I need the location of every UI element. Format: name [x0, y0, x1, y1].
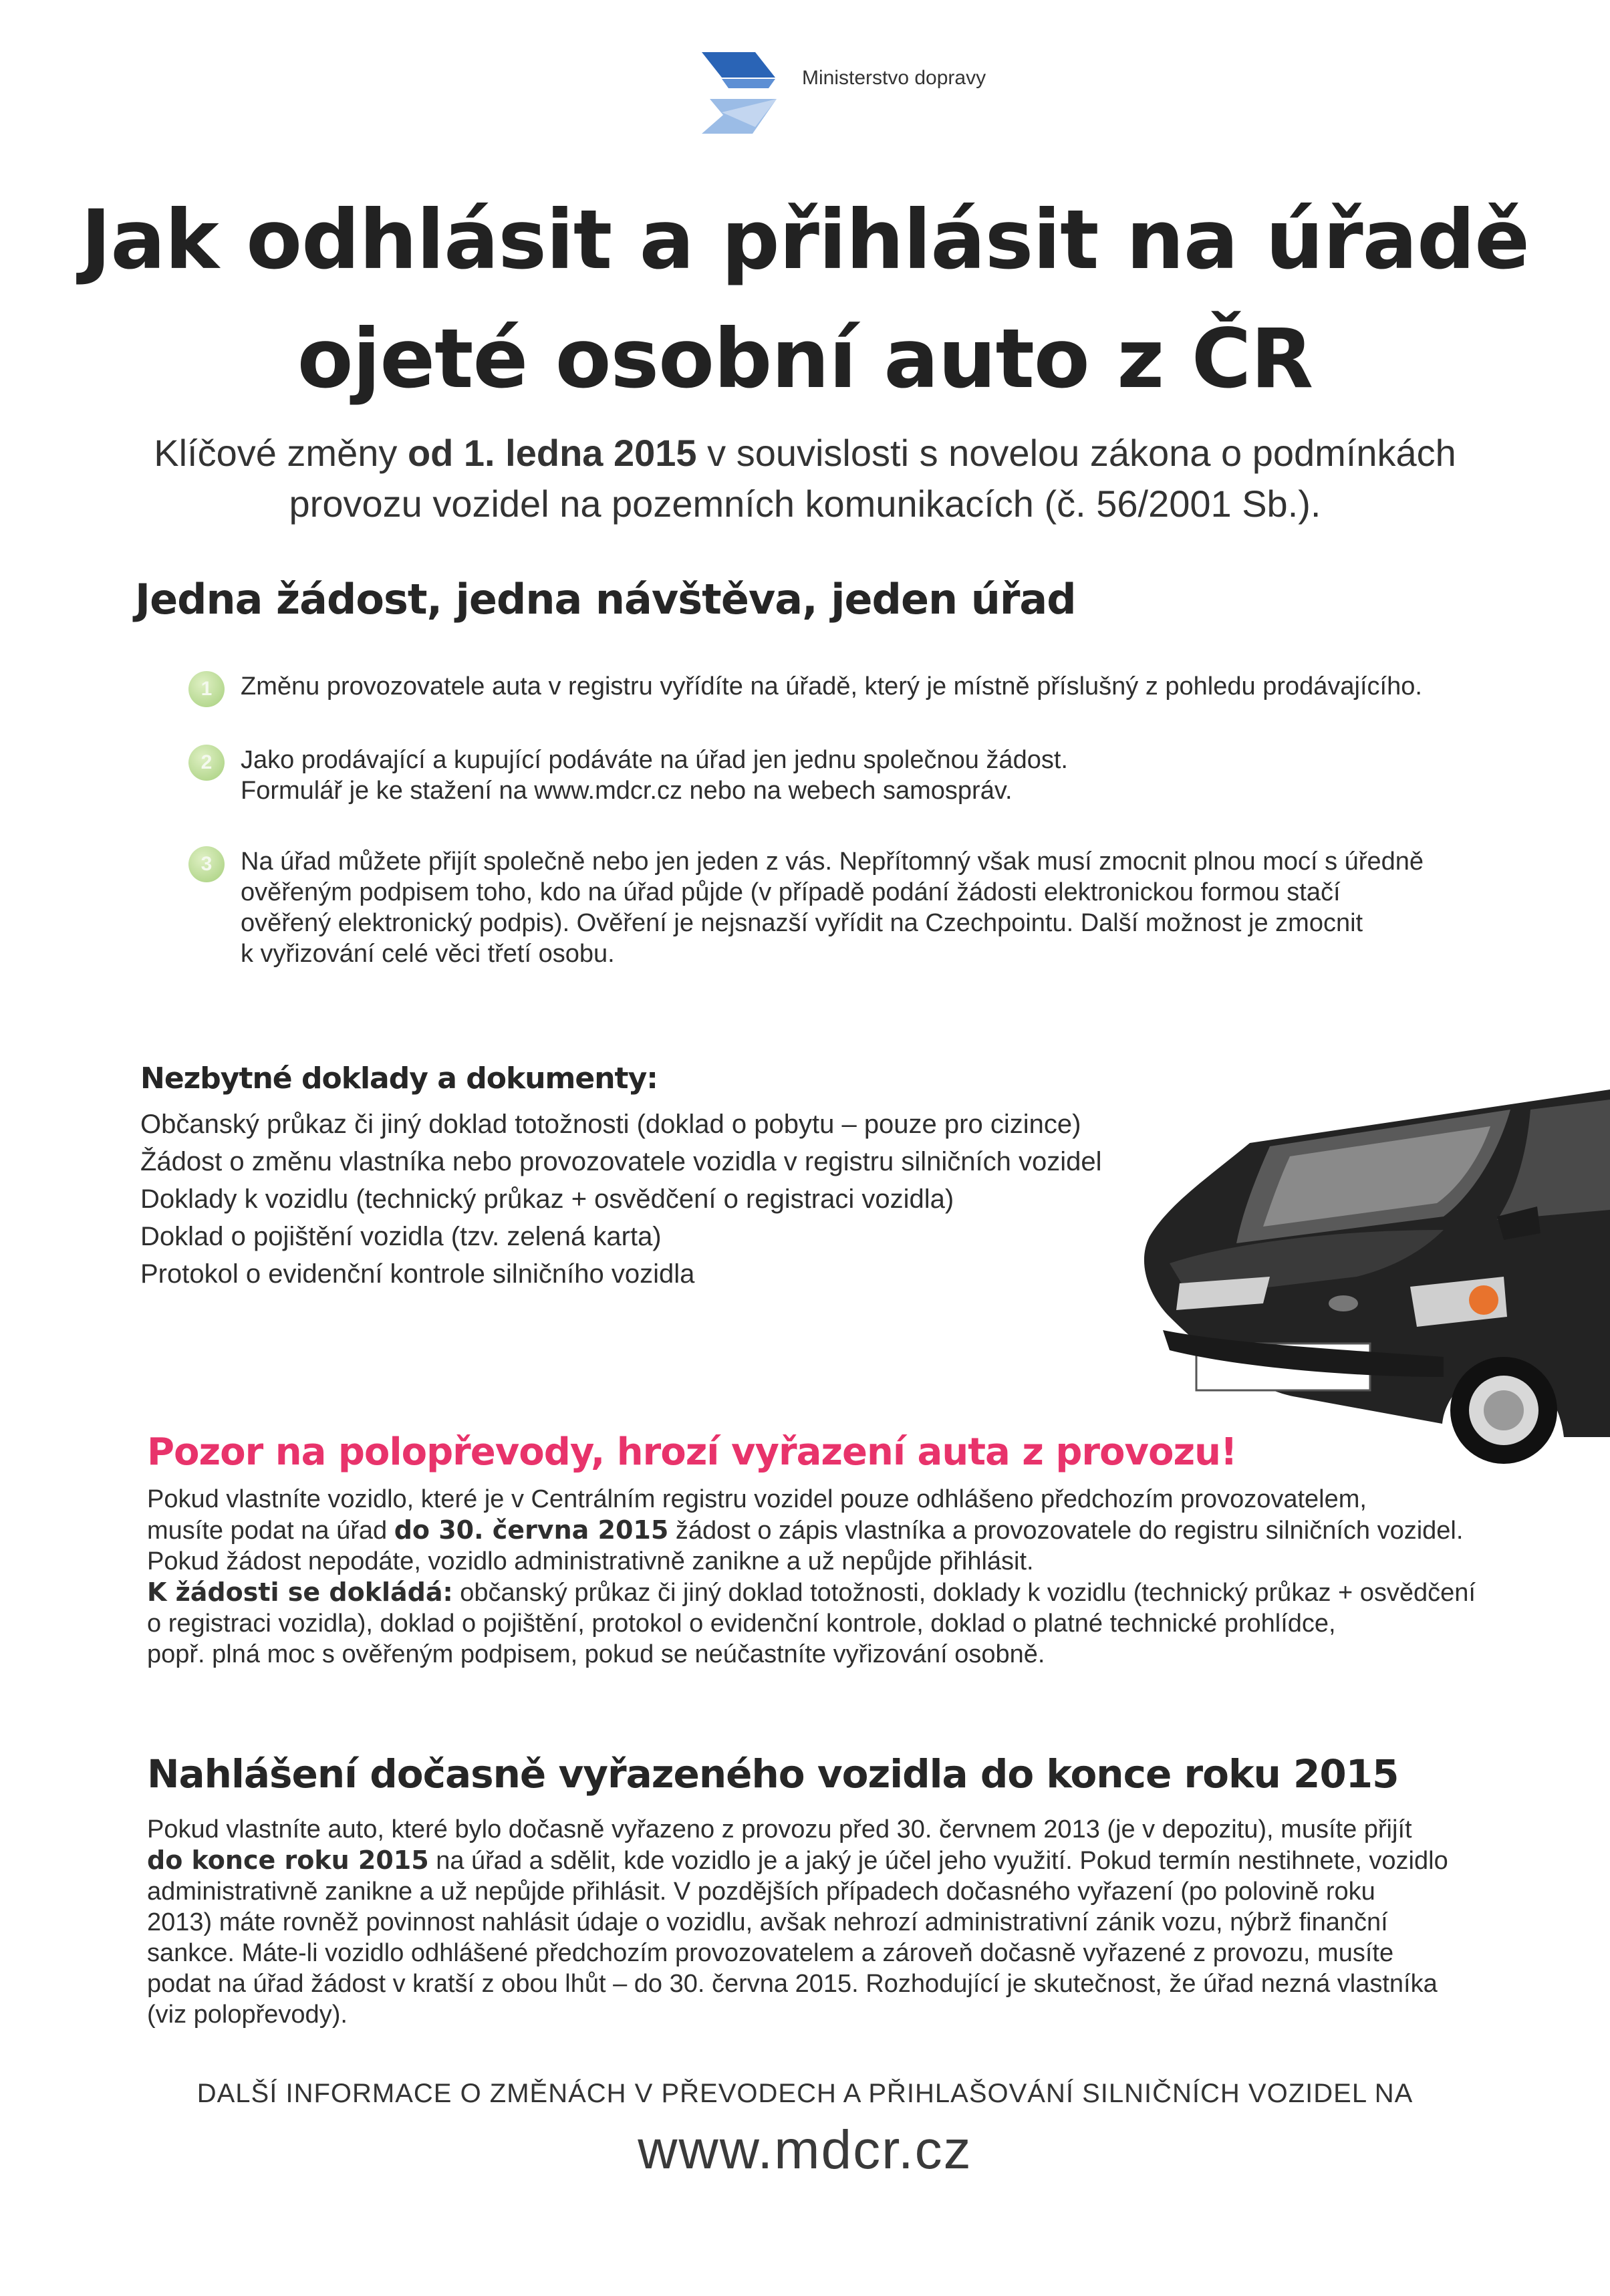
section-one-heading: Jedna žádost, jedna návštěva, jeden úřad	[135, 575, 1076, 624]
step-line: Na úřad můžete přijít společně nebo jen jeden z vás. Nepřítomný však musí zmocnit plnou mocí s úředně	[241, 848, 1424, 876]
warning-line	[147, 1577, 1591, 1608]
step-text	[241, 745, 1564, 806]
deposit-line: podat na úřad žádost v kratší z obou lhůt – do 30. června 2015. Rozhodující je skutečnost, že úřad nezná vlastníka	[147, 1970, 1438, 1998]
car-illustration	[1096, 1063, 1610, 1464]
warning-line-part: musíte podat na úřad	[147, 1517, 394, 1545]
ministry-name: Ministerstvo dopravy	[802, 67, 986, 89]
warning-attachments-label: K žádosti se dokládá:	[147, 1577, 453, 1607]
warning-line: o registraci vozidla), doklad o pojištění, protokol o evidenční kontrole, doklad o platné technické prohlídce,	[147, 1610, 1336, 1638]
warning-line: Pokud vlastníte vozidlo, které je v Centrálním registru vozidel pouze odhlášeno předchozím provozovatelem,	[147, 1485, 1367, 1513]
warning-deadline: do 30. června 2015	[394, 1515, 669, 1545]
step-line: ověřeným podpisem toho, kdo na úřad půjde (v případě podání žádosti elektronickou formou stačí	[241, 878, 1341, 906]
warning-text	[147, 1484, 1591, 1670]
warning-line: popř. plná moc s ověřeným podpisem, pokud se neúčastníte vyřizování osobně.	[147, 1640, 1045, 1668]
ministry-arrow-icon	[702, 48, 795, 148]
subtitle-part-2: v souvislosti s novelou zákona o podmínkách	[696, 432, 1456, 474]
warning-line-part: občanský průkaz či jiný doklad totožnosti, doklady k vozidlu (technický průkaz + osvědčení	[452, 1579, 1476, 1607]
documents-heading: Nezbytné doklady a dokumenty:	[140, 1061, 658, 1096]
footer-info: DALŠÍ INFORMACE O ZMĚNÁCH V PŘEVODECH A PŘIHLAŠOVÁNÍ SILNIČNÍCH VOZIDEL NA	[196, 2079, 1414, 2108]
list-item: Doklad o pojištění vozidla (tzv. zelená karta)	[140, 1222, 662, 1251]
subtitle-line-2: provozu vozidel na pozemních komunikacích (č. 56/2001 Sb.).	[289, 483, 1321, 525]
deposit-deadline: do konce roku 2015	[147, 1845, 429, 1875]
deposit-line-part: na úřad a sdělit, kde vozidlo je a jaký je účel jeho využití. Pokud termín nestihnete, vozidlo	[428, 1847, 1448, 1875]
title-line-2: ojeté osobní auto z ČR	[297, 311, 1313, 406]
footer-url-link[interactable]: www.mdcr.cz	[638, 2120, 972, 2180]
step-number-icon: 3	[188, 846, 225, 882]
step-line: Změnu provozovatele auta v registru vyřídíte na úřadě, který je místně příslušný z pohledu prodávajícího.	[241, 672, 1422, 700]
subtitle-line-1	[0, 428, 1610, 479]
step-text	[241, 671, 1564, 702]
step-line: k vyřizování celé věci třetí osobu.	[241, 940, 615, 968]
deposit-line: sankce. Máte-li vozidlo odhlášené předchozím provozovatelem a zároveň dočasně vyřazené z provozu, musíte	[147, 1939, 1394, 1967]
deposit-line: 2013) máte rovněž povinnost nahlásit údaje o vozidlu, avšak nehrozí administrativní zánik vozu, nýbrž finanční	[147, 1908, 1388, 1936]
list-item: Žádost o změnu vlastníka nebo provozovatele vozidla v registru silničních vozidel	[140, 1147, 1102, 1176]
list-item: Doklady k vozidlu (technický průkaz + osvědčení o registraci vozidla)	[140, 1184, 954, 1214]
warning-line	[147, 1515, 1591, 1546]
step-line: Jako prodávající a kupující podáváte na úřad jen jednu společnou žádost.	[241, 746, 1068, 774]
warning-line: Pokud žádost nepodáte, vozidlo administrativně zanikne a už nepůjde přihlásit.	[147, 1547, 1034, 1575]
step-number-icon: 1	[188, 671, 225, 707]
subtitle	[0, 428, 1610, 529]
step-line: ověřený elektronický podpis). Ověření je nejsnazší vyřídit na Czechpointu. Další možnost je zmocnit	[241, 909, 1363, 937]
subtitle-date: od 1. ledna 2015	[407, 432, 697, 474]
documents-list	[140, 1106, 1102, 1293]
ministry-logo	[702, 48, 1116, 148]
step-text	[241, 846, 1564, 969]
car-icon	[1096, 1063, 1610, 1464]
deposit-line: administrativně zanikne a už nepůjde přihlásit. V pozdějších případech dočasného vyřazení (po polovině roku	[147, 1878, 1375, 1906]
step-number-icon: 2	[188, 745, 225, 781]
warning-heading: Pozor na polopřevody, hrozí vyřazení auta z provozu!	[147, 1430, 1237, 1474]
deposit-heading: Nahlášení dočasně vyřazeného vozidla do konce roku 2015	[147, 1751, 1399, 1797]
deposit-line: Pokud vlastníte auto, které bylo dočasně vyřazeno z provozu před 30. červnem 2013 (je v depozitu), musíte přijít	[147, 1815, 1412, 1843]
step-line: Formulář je ke stažení na www.mdcr.cz nebo na webech samospráv.	[241, 777, 1013, 805]
subtitle-part-1: Klíčové změny	[154, 432, 408, 474]
list-item: Protokol o evidenční kontrole silničního vozidla	[140, 1259, 695, 1289]
deposit-line: (viz polopřevody).	[147, 2001, 348, 2029]
warning-line-part: žádost o zápis vlastníka a provozovatele do registru silničních vozidel.	[668, 1517, 1464, 1545]
title-line-1: Jak odhlásit a přihlásit na úřadě	[80, 193, 1530, 287]
deposit-text	[147, 1814, 1597, 2030]
deposit-line	[147, 1845, 1597, 1876]
page-title	[0, 180, 1610, 418]
list-item: Občanský průkaz či jiný doklad totožnosti (doklad o pobytu – pouze pro cizince)	[140, 1110, 1081, 1139]
